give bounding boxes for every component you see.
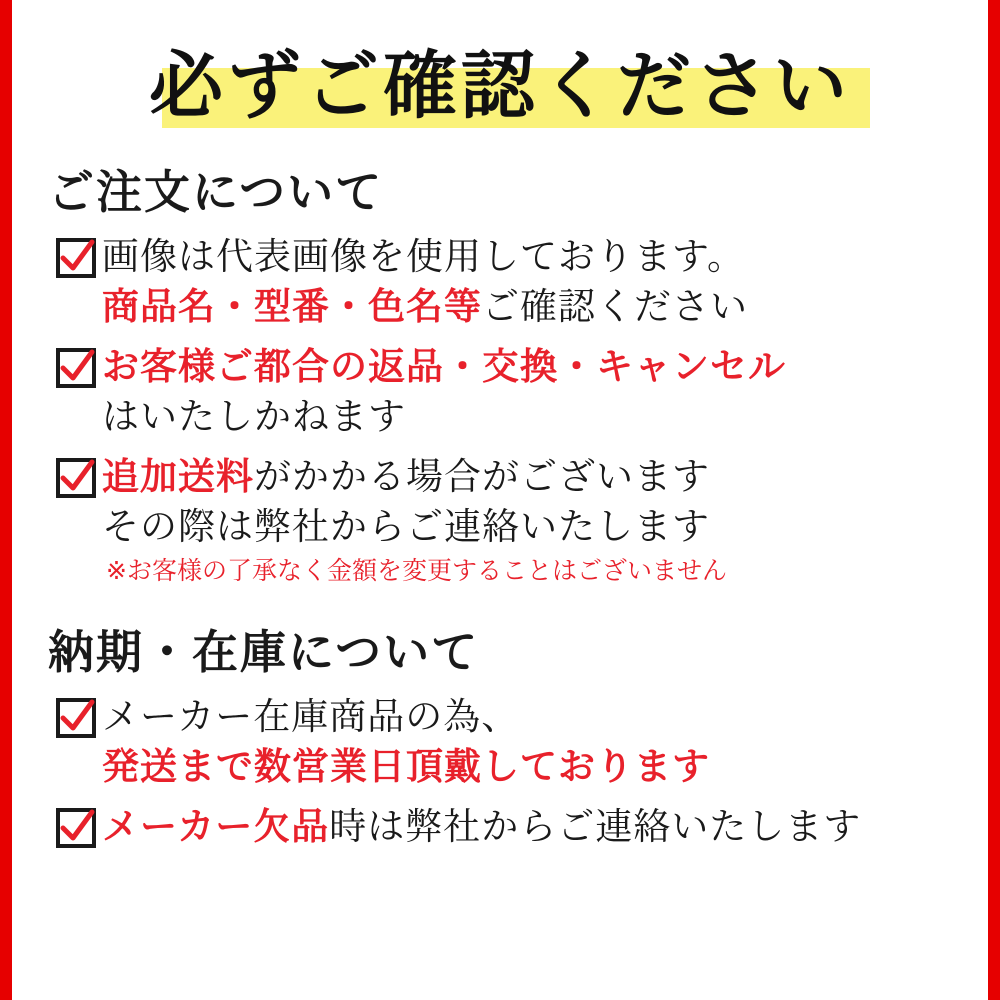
text-line: はいたしかねます bbox=[102, 395, 406, 438]
text-plain: がかかる場合がございます bbox=[254, 455, 710, 498]
check-icon bbox=[56, 698, 96, 738]
text-plain: 時は弊社からご連絡いたします bbox=[329, 805, 862, 848]
section-heading-delivery: 納期・在庫について bbox=[48, 625, 480, 679]
left-red-bar bbox=[0, 0, 12, 1000]
list-item bbox=[56, 342, 966, 442]
text-line bbox=[102, 802, 966, 852]
check-icon bbox=[56, 808, 96, 848]
text-line: 画像は代表画像を使用しております。 bbox=[102, 235, 746, 278]
page-title: 必ずご確認ください bbox=[149, 43, 851, 129]
note-text: ※お客様の了承なく金額を変更することはございません bbox=[106, 556, 727, 585]
text-emphasis: メーカー欠品 bbox=[102, 805, 330, 848]
list-item-text bbox=[102, 802, 966, 852]
text-line: 発送まで数営業日頂戴しております bbox=[102, 745, 710, 788]
text-line: その際は弊社からご連絡いたします bbox=[102, 505, 710, 548]
notice-page bbox=[12, 0, 988, 1000]
list-item-text bbox=[102, 452, 966, 590]
list-item-text bbox=[102, 232, 966, 332]
title-block bbox=[34, 34, 966, 144]
text-emphasis: 追加送料 bbox=[102, 455, 254, 498]
list-item-text bbox=[102, 692, 966, 792]
text-plain: ご確認ください bbox=[482, 285, 748, 328]
text-line: お客様ご都合の返品・交換・キャンセル bbox=[102, 345, 786, 388]
check-icon bbox=[56, 348, 96, 388]
list-item-text bbox=[102, 342, 966, 442]
right-red-bar bbox=[988, 0, 1000, 1000]
text-emphasis: 商品名・型番・色名等 bbox=[102, 285, 482, 328]
text-line bbox=[102, 282, 966, 332]
check-icon bbox=[56, 458, 96, 498]
check-icon bbox=[56, 238, 96, 278]
list-item bbox=[56, 452, 966, 590]
text-line bbox=[102, 452, 966, 502]
list-item bbox=[56, 802, 966, 852]
list-item bbox=[56, 232, 966, 332]
text-line: メーカー在庫商品の為、 bbox=[102, 695, 520, 738]
list-item bbox=[56, 692, 966, 792]
section-heading-order: ご注文について bbox=[48, 165, 384, 219]
